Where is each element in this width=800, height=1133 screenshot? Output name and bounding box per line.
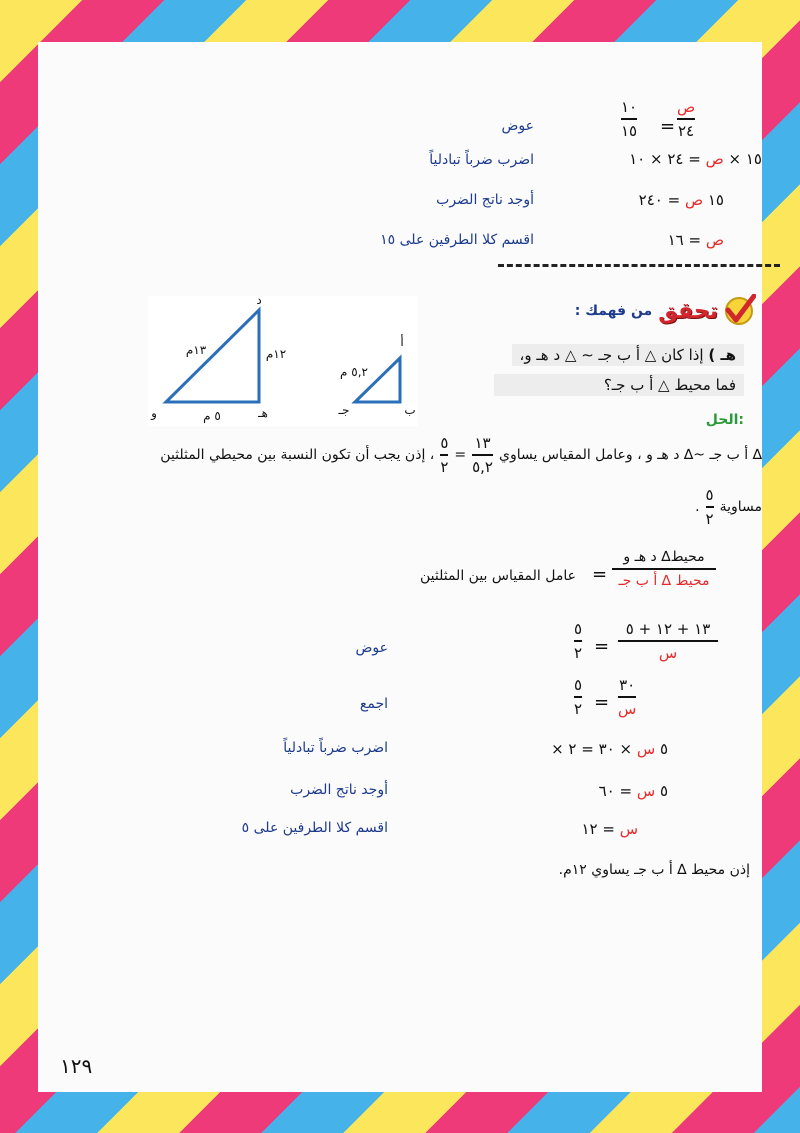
eq-rest: = ٢٤ × ١٠: [629, 150, 701, 168]
solution-line-2: [695, 486, 762, 528]
step-note: اضرب ضرباً تبادلياً: [429, 152, 534, 168]
denominator: ٢: [440, 457, 449, 476]
label-side-12: ١٢م: [265, 347, 287, 361]
fraction-13-over-52: [472, 434, 493, 476]
step-note: اقسم كلا الطرفين على ١٥: [380, 232, 534, 248]
denominator: س: [618, 699, 637, 718]
denominator: ٥,٢: [472, 457, 493, 476]
equation-row: [629, 150, 762, 168]
check-subtitle: من فهمك :: [574, 303, 653, 319]
label-b: ب: [404, 403, 416, 417]
equation-row: [639, 191, 724, 209]
question-label: هـ ): [708, 346, 736, 364]
label-h: هـ: [258, 406, 268, 420]
eq-term: ١٥: [745, 150, 762, 168]
equation-row: [551, 740, 668, 758]
step-note: عوض: [355, 640, 388, 656]
question-line-2: [494, 374, 744, 396]
step-note: اضرب ضرباً تبادلياً: [283, 740, 388, 756]
numerator: ٣٠: [619, 676, 636, 694]
solution-text: مساوية: [719, 498, 762, 515]
label-w: و: [151, 406, 157, 420]
fraction-5-over-2: [706, 486, 714, 528]
denominator: ٢: [705, 509, 714, 528]
denominator: ٢: [574, 643, 583, 662]
numerator: ٥: [574, 676, 583, 694]
numerator: ٥: [705, 486, 714, 504]
denominator: محيط ∆ أ ب جـ: [618, 572, 710, 589]
numerator: ١٣: [474, 434, 491, 452]
denominator: ٢: [574, 699, 583, 718]
fraction-5-over-2: [574, 676, 582, 718]
variable-x: س: [619, 820, 638, 838]
page-number: ١٢٩: [60, 1054, 93, 1078]
equation-row: [668, 231, 724, 249]
numerator: محيط∆ د هـ و: [623, 549, 705, 565]
numerator: ١٠: [621, 98, 638, 116]
step-note: أوجد ناتج الضرب: [436, 192, 534, 208]
equals-sign: =: [454, 446, 467, 463]
eq-rest: = ١٦: [667, 231, 702, 249]
variable-x: س: [636, 782, 656, 800]
question-text: إذا كان △ أ ب جـ ∽ △ د هـ و،: [519, 346, 704, 364]
big-triangle: [166, 310, 259, 402]
eq-rest: = ٦٠: [598, 782, 633, 800]
equation-row: [599, 782, 668, 800]
eq-rest: × ٣٠ = ٢ ×: [551, 740, 633, 758]
period: .: [695, 498, 700, 515]
label-d: د: [256, 296, 262, 307]
numerator: ٥: [574, 620, 583, 638]
variable-s: ص: [705, 150, 724, 168]
triangles-figure: [148, 296, 418, 426]
times-sign: ×: [728, 150, 742, 168]
variable-s: ص: [684, 191, 704, 209]
equals-sign: =: [660, 116, 676, 137]
eq-term: ٥: [659, 740, 668, 758]
ratio-left: عامل المقياس بين المثلثين: [420, 568, 576, 584]
label-hyp-13: ١٣م: [185, 343, 207, 357]
equals-sign: =: [594, 636, 610, 657]
perimeter-ratio: [612, 548, 716, 590]
checkmark-icon: [722, 294, 756, 328]
solution-text-a: ∆ أ ب جـ ~∆ د هـ و ، وعامل المقياس يساوي: [499, 446, 762, 463]
step-note: اقسم كلا الطرفين على ٥: [241, 820, 388, 836]
denominator: ٢٤: [678, 121, 695, 140]
eq-rest: = ٢٤٠: [638, 191, 681, 209]
fraction-5-over-2: [574, 620, 582, 662]
check-title: تحقق: [658, 298, 718, 324]
label-j: جـ: [338, 403, 350, 417]
fraction-5-over-2: [440, 434, 448, 476]
fraction-sum-over-s: [618, 620, 718, 662]
equals-sign: =: [592, 564, 608, 585]
variable-s: ص: [705, 231, 724, 249]
fraction-s-over-24: [677, 98, 695, 140]
solution-line-1: [160, 434, 762, 476]
numerator: ٥: [440, 434, 449, 452]
fraction-30-over-s: [618, 676, 636, 718]
step-note: اجمع: [359, 696, 388, 712]
question-text: فما محيط △ أ ب جـ؟: [603, 376, 736, 394]
question-line-1: [512, 344, 744, 366]
numerator: ١٣ + ١٢ + ٥: [625, 620, 711, 638]
fraction-10-over-15: [621, 98, 637, 140]
step-note: أوجد ناتج الضرب: [290, 782, 388, 798]
variable-x: س: [636, 740, 656, 758]
page-sheet: [38, 42, 762, 1092]
label-a: أ: [400, 335, 404, 349]
equation-row: [581, 820, 638, 838]
step-note: عوض: [501, 118, 534, 134]
eq-term: ٥: [659, 782, 668, 800]
conclusion: إذن محيط ∆ أ ب جـ يساوي ١٢م.: [558, 862, 750, 878]
dashed-divider: [498, 264, 780, 267]
numerator: ص: [677, 98, 696, 116]
eq-term: ١٥: [707, 191, 724, 209]
label-hyp-52: ٥,٢ م: [340, 365, 368, 379]
solution-label: الحل:: [705, 412, 744, 428]
equals-sign: =: [594, 692, 610, 713]
eq-rest: = ١٢: [581, 820, 615, 838]
denominator: ١٥: [621, 121, 638, 140]
denominator: س: [658, 643, 678, 662]
check-header: [575, 294, 756, 328]
label-base-5: ٥ م: [203, 409, 221, 423]
solution-text-b: ، إذن يجب أن تكون النسبة بين محيطي المثلثين: [160, 446, 435, 463]
